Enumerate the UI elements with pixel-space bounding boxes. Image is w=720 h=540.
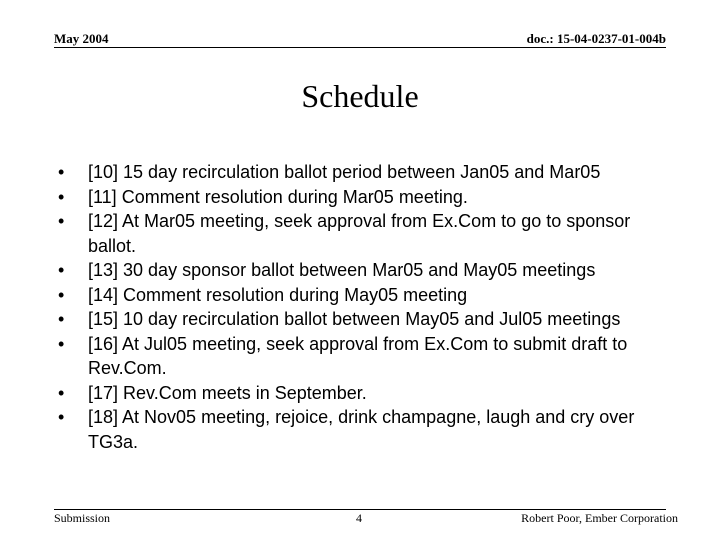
list-item — [58, 160, 678, 185]
bullet-icon: • — [58, 284, 65, 305]
list-item — [58, 283, 678, 308]
bullet-text: [14] Comment resolution during May05 meeting — [88, 284, 468, 305]
list-item — [58, 307, 678, 332]
list-item — [58, 209, 678, 258]
page-number: 4 — [356, 511, 362, 525]
footer-submission: Submission — [54, 511, 111, 525]
header-divider — [54, 47, 666, 48]
bullet-text: [11] Comment resolution during Mar05 meeting. — [88, 186, 468, 207]
bullet-text: [16] At Jul05 meeting, seek approval from Ex.Com to submit draft to Rev.Com. — [88, 333, 628, 378]
bullet-icon: • — [58, 211, 65, 231]
slide-title: Schedule — [301, 78, 419, 114]
list-item — [58, 405, 678, 454]
bullet-list — [58, 160, 678, 454]
bullet-icon: • — [58, 382, 65, 403]
list-item — [58, 381, 678, 406]
bullet-icon: • — [58, 162, 65, 182]
bullet-text: [12] At Mar05 meeting, seek approval from Ex.Com to go to sponsor ballot. — [88, 211, 631, 256]
bullet-text: [17] Rev.Com meets in September. — [88, 382, 367, 403]
bullet-text: [10] 15 day recirculation ballot period between Jan05 and Mar05 — [88, 162, 601, 182]
bullet-text: [18] At Nov05 meeting, rejoice, drink champagne, laugh and cry over TG3a. — [88, 407, 635, 452]
footer-divider — [54, 509, 666, 510]
header-date: May 2004 — [54, 31, 109, 46]
bullet-icon: • — [58, 260, 65, 280]
bullet-icon: • — [58, 309, 65, 329]
list-item — [58, 185, 678, 210]
header-doc-id: doc.: 15-04-0237-01-004b — [526, 31, 666, 46]
list-item — [58, 332, 678, 381]
bullet-text: [15] 10 day recirculation ballot between May05 and Jul05 meetings — [88, 309, 621, 329]
bullet-icon: • — [58, 407, 65, 427]
list-item — [58, 258, 678, 283]
footer-author: Robert Poor, Ember Corporation — [521, 511, 678, 525]
bullet-icon: • — [58, 186, 65, 207]
bullet-text: [13] 30 day sponsor ballot between Mar05 and May05 meetings — [88, 260, 596, 280]
bullet-icon: • — [58, 333, 65, 354]
